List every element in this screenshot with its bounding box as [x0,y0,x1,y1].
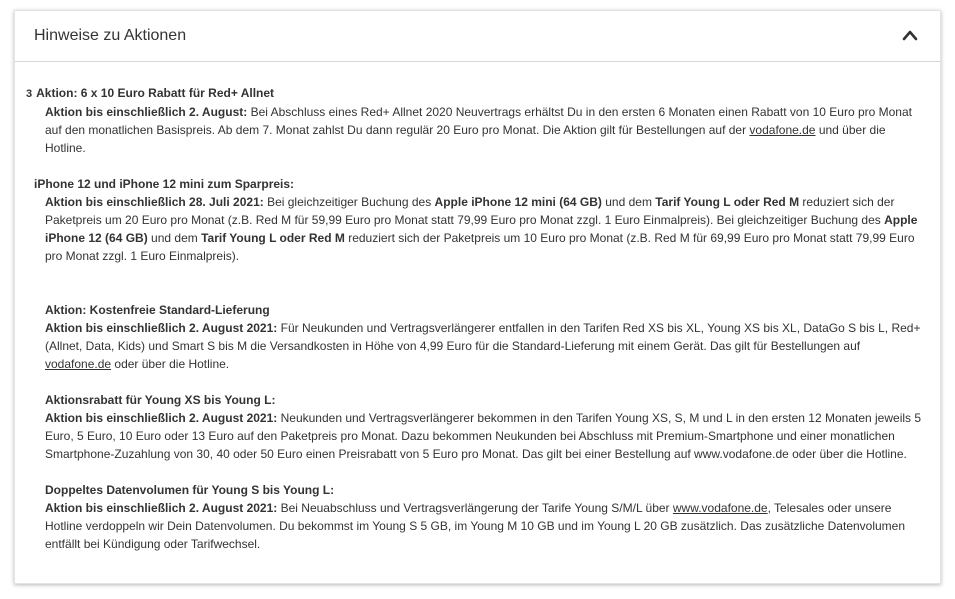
promo-tariff: Tarif Young L oder Red M [655,195,800,209]
promo-text-part: Bei gleichzeitiger Buchung des [263,195,435,209]
promo-young-discount [34,391,926,463]
promo-text [34,103,926,157]
promo-allnet-discount [26,84,926,157]
promo-heading: Aktion: Kostenfreie Standard-Lieferung [45,303,270,317]
promo-heading: Aktionsrabatt für Young XS bis Young L: [45,393,276,407]
promo-double-data [34,481,926,553]
promo-description: Für Neukunden und Vertragsverlängerer entfallen in den Tarifen Red XS bis XL, Young XS bis XL, DataGo S bis L, Red+ (Allnet, Data, Kids) und Smart S bis M die Versandkosten in Höhe von 4,99 Euro für die Standard-Lieferung mit einem Gerät. Das gilt für Bestellungen auf [45,321,921,353]
vodafone-link[interactable]: www.vodafone.de [672,501,768,515]
promo-description-end: , Telesales oder unsere Hotline verdoppeln wir Dein Datenvolumen. Du bekommst im Young S 5 GB, im Young M 10 GB und im Young L 20 GB zusätzlich. Das zusätzliche Datenvolumen entfällt bei Kündigung oder Tarifwechsel. [45,501,906,551]
accordion-content [15,62,940,583]
promo-heading [26,84,926,103]
promo-device: Apple iPhone 12 mini (64 GB) [434,195,602,209]
vodafone-link[interactable]: vodafone.de [45,357,112,371]
promo-description-end: oder über die Hotline. [111,357,230,371]
footnote-number: 3 [26,88,33,100]
promo-period: Aktion bis einschließlich 2. August: [45,105,248,119]
promo-text-part: reduziert sich der Paketpreis um 10 Euro pro Monat (z.B. Red M für 69,99 Euro pro Monat statt 79,99 Euro pro Monat zzgl. 1 Euro Einmalpreis). [45,231,915,263]
promo-text-part: reduziert sich der Paketpreis um 20 Euro pro Monat (z.B. Red M für 59,99 Euro pro Monat statt 79,99 Euro pro Monat zzgl. 1 Euro Einmalpreis). Bei gleichzeitiger Buchung des [45,195,895,227]
promo-description: Neukunden und Vertragsverlängerer bekommen in den Tarifen Young XS, S, M und L in den ersten 12 Monaten jeweils 5 Euro, 5 Euro, 10 Euro oder 13 Euro auf den Paketpreis pro Monat. Dazu bekommen Neukunden bei Abschluss mit Premium-Smartphone und einer monatlichen Smartphone-Zuzahlung von 30, 40 oder 50 Euro einen Preisrabatt von 5 Euro pro Monat. Das gilt bei einer Bestellung auf www.vodafone.de oder über die Hotline. [45,411,922,461]
promo-heading: Doppeltes Datenvolumen für Young S bis Young L: [45,483,335,497]
promo-iphone12 [34,175,926,265]
accordion-header[interactable] [15,11,940,62]
promo-text [45,319,926,373]
promo-description: Bei Abschluss eines Red+ Allnet 2020 Neuvertrags erhältst Du in den ersten 6 Monaten einen Rabatt von 10 Euro pro Monat auf den monatlichen Basispreis. Ab dem 7. Monat zahlst Du dann regulär 20 Euro pro Monat. Die Aktion gilt für Bestellungen auf der [45,105,912,137]
promo-period: Aktion bis einschließlich 2. August 2021: [45,411,278,425]
promo-free-shipping [34,301,926,373]
promo-text [45,409,926,463]
accordion-title: Hinweise zu Aktionen [34,27,187,44]
promo-device: Apple iPhone 12 (64 GB) [45,213,918,245]
promo-heading: iPhone 12 und iPhone 12 mini zum Sparpreis: [34,177,295,191]
promo-period: Aktion bis einschließlich 28. Juli 2021: [45,195,264,209]
promo-period: Aktion bis einschließlich 2. August 2021: [45,501,278,515]
promo-title: Aktion: 6 x 10 Euro Rabatt für Red+ Allnet [36,86,275,100]
promo-text-part: und dem [147,231,202,245]
promo-description-end: und über die Hotline. [45,123,886,155]
promotions-accordion [14,10,941,584]
promo-tariff: Tarif Young L oder Red M [201,231,345,245]
promo-text-part: und dem [601,195,656,209]
promo-description: Bei Neuabschluss und Vertragsverlängerung der Tarife Young S/M/L über [277,501,673,515]
promo-text [45,499,926,553]
promo-period: Aktion bis einschließlich 2. August 2021: [45,321,278,335]
chevron-up-icon[interactable] [902,28,918,42]
vodafone-link[interactable]: vodafone.de [749,123,816,137]
promo-text [34,193,926,265]
